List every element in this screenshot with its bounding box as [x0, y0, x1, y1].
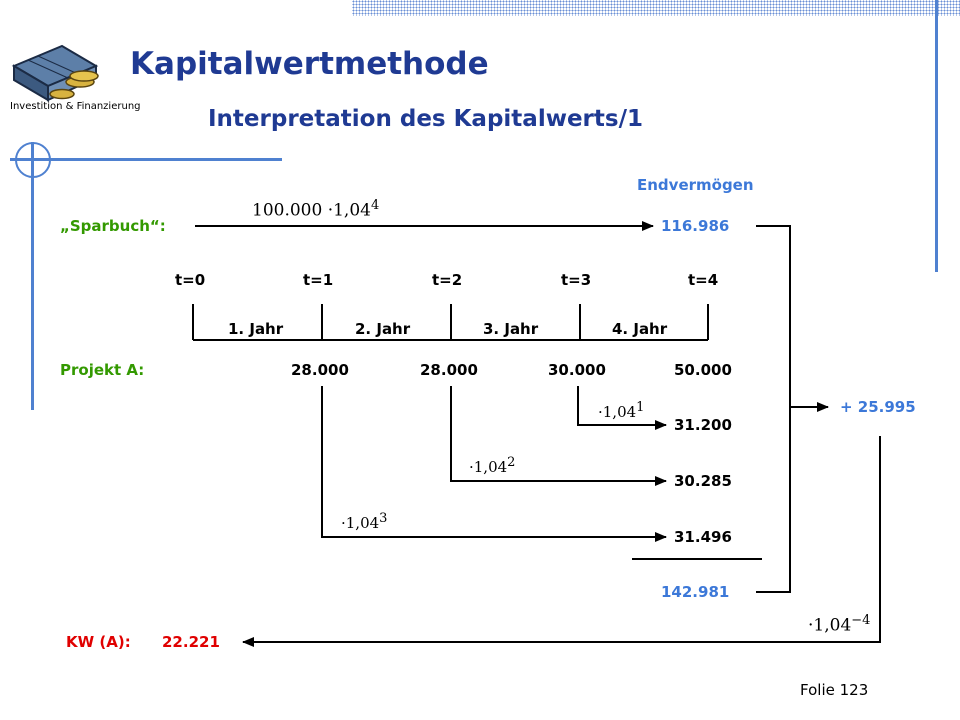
projekt-label: Projekt A:: [60, 361, 145, 379]
sparbuch-end-value: 116.986: [661, 217, 730, 235]
endvermoegen-header: Endvermögen: [637, 176, 754, 194]
cashflow-value: 50.000: [674, 361, 732, 379]
cashflow-value: 30.000: [548, 361, 606, 379]
timeline-year: 4. Jahr: [612, 320, 668, 338]
logo-caption: Investition & Finanzierung: [10, 101, 141, 112]
cashflow-value: 28.000: [420, 361, 478, 379]
discount-arrow: [243, 436, 880, 642]
timeline-point: t=0: [175, 271, 206, 289]
timeline-point: t=4: [688, 271, 719, 289]
kw-label: KW (A):: [66, 633, 131, 651]
slide-subtitle: Interpretation des Kapitalwerts/1: [208, 106, 643, 132]
timeline-year: 2. Jahr: [355, 320, 411, 338]
slide-number: Folie 123: [800, 681, 869, 699]
compounded-value: 30.285: [674, 472, 732, 490]
projekt-sum: 142.981: [661, 583, 730, 601]
compound-factor: $\cdot 1,04^3$: [341, 511, 388, 532]
difference-value: + 25.995: [840, 398, 916, 416]
timeline-point: t=1: [303, 271, 334, 289]
timeline-point: t=2: [432, 271, 463, 289]
compounded-value: 31.200: [674, 416, 732, 434]
compound-factor: $\cdot 1,04^2$: [469, 455, 516, 476]
kw-value: 22.221: [162, 633, 220, 651]
discount-factor: $\cdot 1,04^{-4}$: [808, 613, 871, 636]
difference-bracket: [756, 226, 790, 592]
slide-title: Kapitalwertmethode: [130, 46, 489, 82]
sparbuch-formula: $100.000 \cdot 1,04^4$: [252, 198, 380, 221]
sparbuch-label: „Sparbuch“:: [60, 217, 166, 235]
compound-factor: $\cdot 1,04^1$: [598, 400, 645, 421]
timeline-point: t=3: [561, 271, 592, 289]
timeline-year: 1. Jahr: [228, 320, 284, 338]
compounded-value: 31.496: [674, 528, 732, 546]
timeline-year: 3. Jahr: [483, 320, 539, 338]
cashflow-value: 28.000: [291, 361, 349, 379]
